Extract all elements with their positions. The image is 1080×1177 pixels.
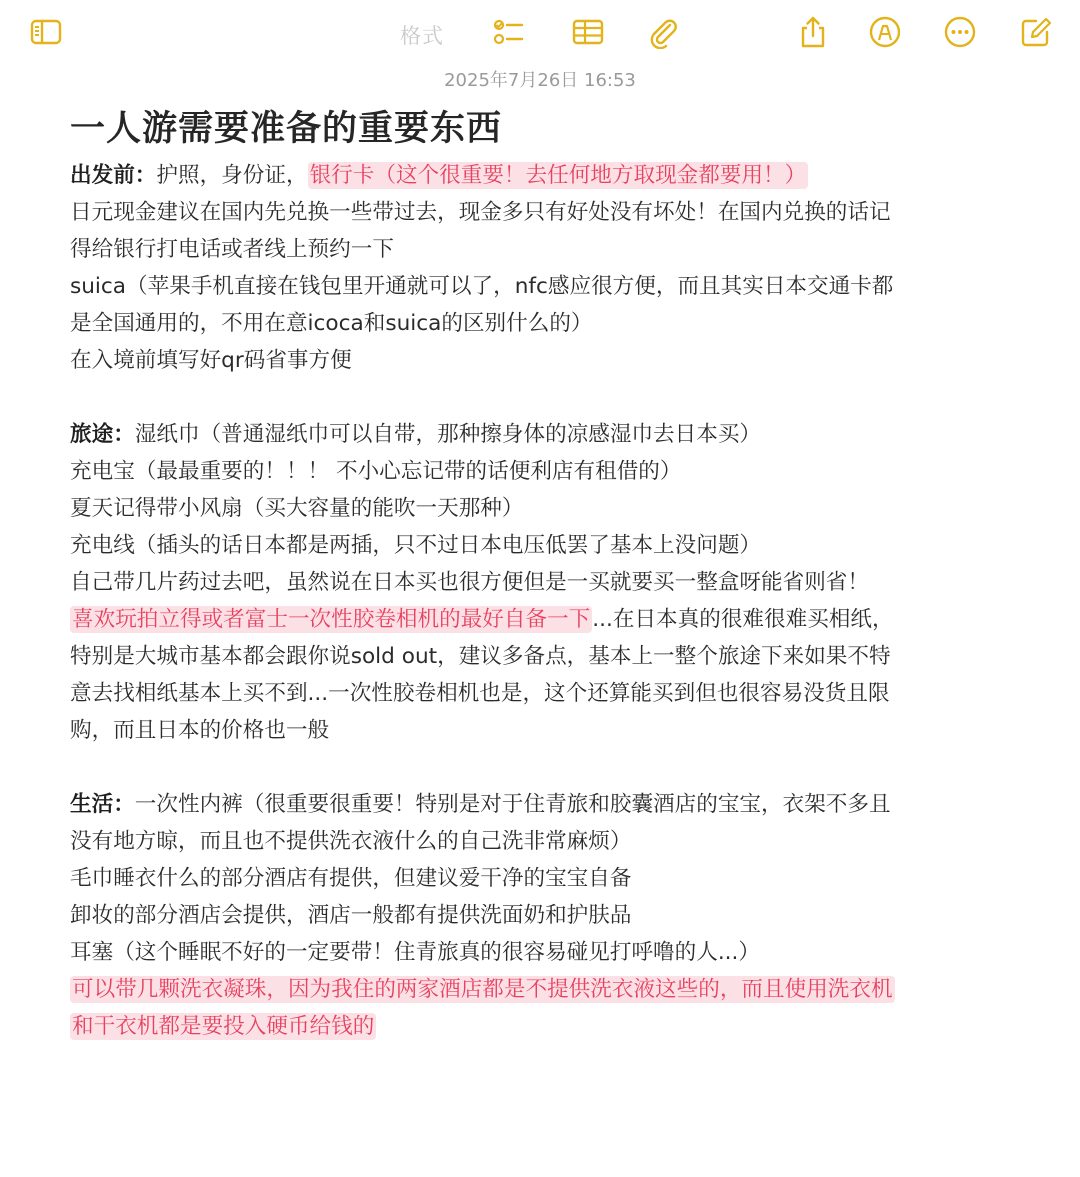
table-icon [571, 15, 605, 49]
note-line [70, 786, 1000, 823]
note-line: 得给银行打电话或者线上预约一下 [70, 237, 394, 262]
compose-button[interactable] [1018, 14, 1054, 50]
blank-line [70, 749, 1000, 786]
sidebar-toggle-button[interactable] [28, 14, 64, 50]
checklist-icon [491, 15, 525, 49]
paperclip-icon [646, 15, 680, 49]
highlighted-text: 银行卡（这个很重要！去任何地方取现金都要用！） [309, 163, 807, 188]
share-icon [796, 15, 830, 49]
note-line: 购，而且日本的价格也一般 [70, 718, 330, 743]
highlighted-text: 和干衣机都是要投入硬币给钱的 [72, 1014, 375, 1039]
note-line: 日元现金建议在国内先兑换一些带过去，现金多只有好处没有坏处！在国内兑换的话记 [70, 200, 891, 225]
note-line: 夏天记得带小风扇（买大容量的能吹一天那种） [70, 496, 524, 521]
table-button[interactable] [570, 14, 606, 50]
note-line: 是全国通用的，不用在意icoca和suica的区别什么的） [70, 311, 593, 336]
blank-line [70, 379, 1000, 416]
notes-toolbar [0, 0, 1080, 66]
note-line [70, 601, 1000, 638]
share-button[interactable] [795, 14, 831, 50]
note-line: 特别是大城市基本都会跟你说sold out，建议多备点，基本上一整个旅途下来如果不特 [70, 644, 891, 669]
note-line [70, 157, 1000, 194]
checklist-button[interactable] [490, 14, 526, 50]
note-line: 毛巾睡衣什么的部分酒店有提供，但建议爱干净的宝宝自备 [70, 866, 632, 891]
note-line: 充电宝（最最重要的！！！ 不小心忘记带的话便利店有租借的） [70, 459, 682, 484]
attachment-button[interactable] [645, 14, 681, 50]
note-body[interactable] [70, 157, 1000, 1045]
note-line [70, 971, 1000, 1008]
section-label-depart: 出发前： [70, 163, 157, 188]
note-text: 湿纸巾（普通湿纸巾可以自带，那种擦身体的凉感湿巾去日本买） [134, 422, 762, 447]
note-line: suica（苹果手机直接在钱包里开通就可以了，nfc感应很方便，而且其实日本交通卡都 [70, 274, 894, 299]
highlighted-text: 可以带几颗洗衣凝珠，因为我住的两家酒店都是不提供洗衣液这些的，而且使用洗衣机 [72, 977, 893, 1002]
note-line: 在入境前填写好qr码省事方便 [70, 348, 352, 373]
format-button[interactable]: 格式 [400, 24, 444, 48]
section-label-life: 生活： [70, 792, 135, 817]
note-line: 自己带几片药过去吧，虽然说在日本买也很方便但是一买就要买一整盒呀能省则省！ [70, 570, 869, 595]
note-text: 护照，身份证， [156, 163, 308, 188]
note-line: 卸妆的部分酒店会提供，酒店一般都有提供洗面奶和护肤品 [70, 903, 632, 928]
note-line: 充电线（插头的话日本都是两插，只不过日本电压低罢了基本上没问题） [70, 533, 762, 558]
sidebar-icon [29, 15, 63, 49]
compose-icon [1019, 15, 1053, 49]
note-timestamp: 2025年7月26日 16:53 [444, 70, 636, 91]
note-line: 没有地方晾，而且也不提供洗衣液什么的自己洗非常麻烦） [70, 829, 632, 854]
section-label-trip: 旅途： [70, 422, 135, 447]
markup-pen-icon [868, 15, 902, 49]
highlighted-text: 喜欢玩拍立得或者富士一次性胶卷相机的最好自备一下 [72, 607, 591, 632]
more-button[interactable] [942, 14, 978, 50]
note-line: 意去找相纸基本上买不到...一次性胶卷相机也是，这个还算能买到但也很容易没货且限 [70, 681, 890, 706]
note-title[interactable]: 一人游需要准备的重要东西 [70, 109, 503, 149]
note-text: 一次性内裤（很重要很重要！特别是对于住青旅和胶囊酒店的宝宝，衣架不多且 [134, 792, 891, 817]
note-line: 耳塞（这个睡眠不好的一定要带！住青旅真的很容易碰见打呼噜的人...） [70, 940, 761, 965]
markup-button[interactable] [867, 14, 903, 50]
note-text: ...在日本真的很难很难买相纸， [592, 607, 894, 632]
note-line [70, 416, 1000, 453]
more-icon [943, 15, 977, 49]
note-line [70, 1008, 1000, 1045]
